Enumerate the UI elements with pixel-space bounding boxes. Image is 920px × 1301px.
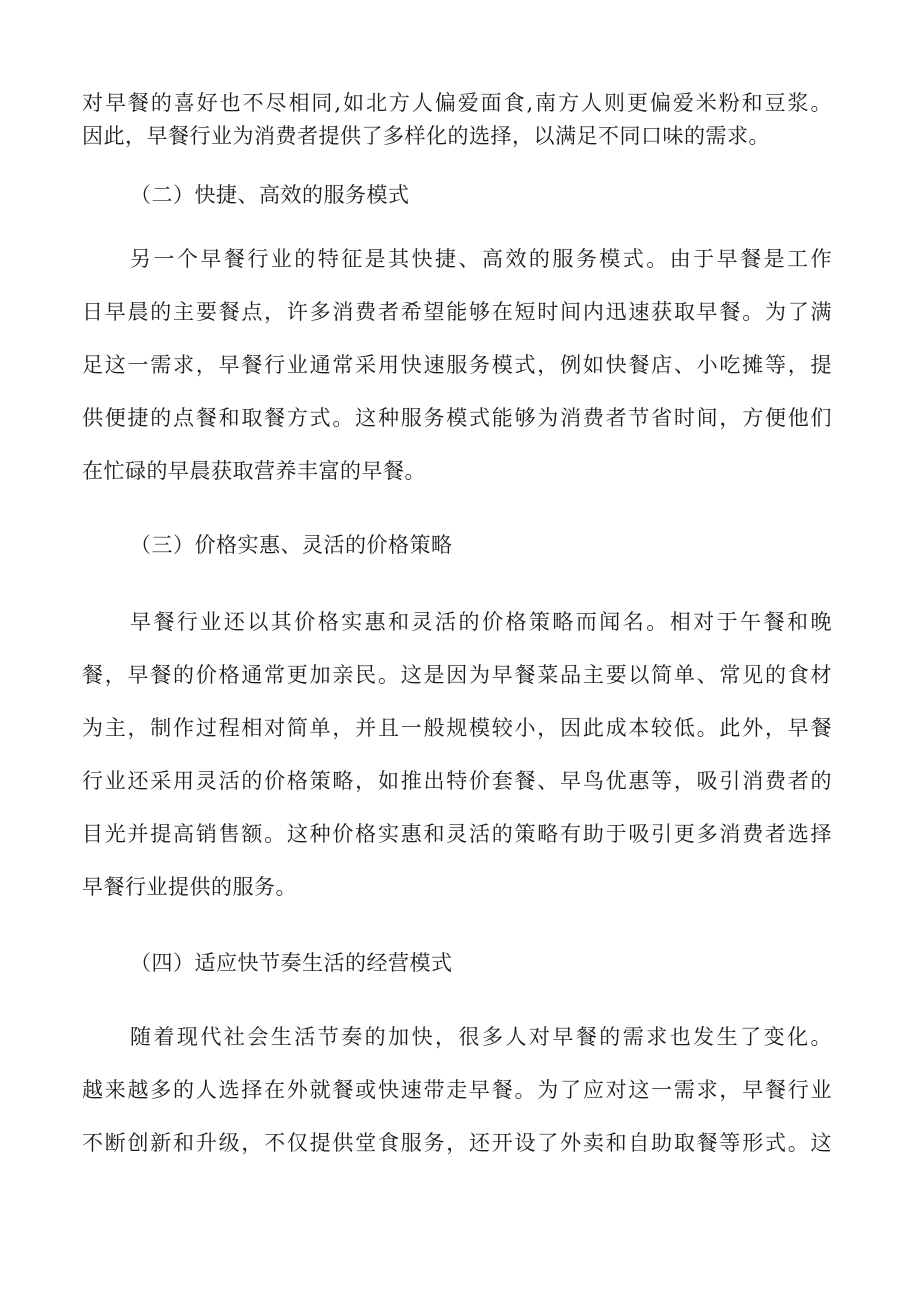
section-heading: （三）价格实惠、灵活的价格策略	[130, 533, 453, 557]
paragraph-line: 在忙碌的早晨获取营养丰富的早餐。	[82, 459, 426, 483]
paragraph-line: 早餐行业提供的服务。	[82, 875, 297, 899]
paragraph-line: 不断创新和升级，不仅提供堂食服务，还开设了外卖和自助取餐等形式。这	[82, 1131, 832, 1155]
paragraph-line: 对早餐的喜好也不尽相同,如北方人偏爱面食,南方人则更偏爱米粉和豆浆。	[82, 91, 832, 115]
paragraph-line: 目光并提高销售额。这种价格实惠和灵活的策略有助于吸引更多消费者选择	[82, 822, 832, 846]
section-heading: （四）适应快节奏生活的经营模式	[130, 951, 453, 975]
paragraph-line: 因此，早餐行业为消费者提供了多样化的选择，以满足不同口味的需求。	[82, 124, 770, 148]
paragraph-line: 供便捷的点餐和取餐方式。这种服务模式能够为消费者节省时间，方便他们	[82, 406, 832, 430]
paragraph-line: 另一个早餐行业的特征是其快捷、高效的服务模式。由于早餐是工作	[130, 247, 832, 271]
paragraph-line: 早餐行业还以其价格实惠和灵活的价格策略而闻名。相对于午餐和晚	[130, 610, 832, 634]
paragraph-line: 足这一需求，早餐行业通常采用快速服务模式，例如快餐店、小吃摊等，提	[82, 353, 832, 377]
paragraph-line: 日早晨的主要餐点，许多消费者希望能够在短时间内迅速获取早餐。为了满	[82, 300, 832, 324]
section-heading: （二）快捷、高效的服务模式	[130, 183, 410, 207]
paragraph-line: 随着现代社会生活节奏的加快，很多人对早餐的需求也发生了变化。	[130, 1025, 832, 1049]
paragraph-line: 行业还采用灵活的价格策略，如推出特价套餐、早鸟优惠等，吸引消费者的	[82, 769, 832, 793]
paragraph-line: 餐，早餐的价格通常更加亲民。这是因为早餐菜品主要以简单、常见的食材	[82, 663, 832, 687]
paragraph-line: 为主，制作过程相对简单，并且一般规模较小，因此成本较低。此外，早餐	[82, 716, 832, 740]
paragraph-line: 越来越多的人选择在外就餐或快速带走早餐。为了应对这一需求，早餐行业	[82, 1078, 832, 1102]
